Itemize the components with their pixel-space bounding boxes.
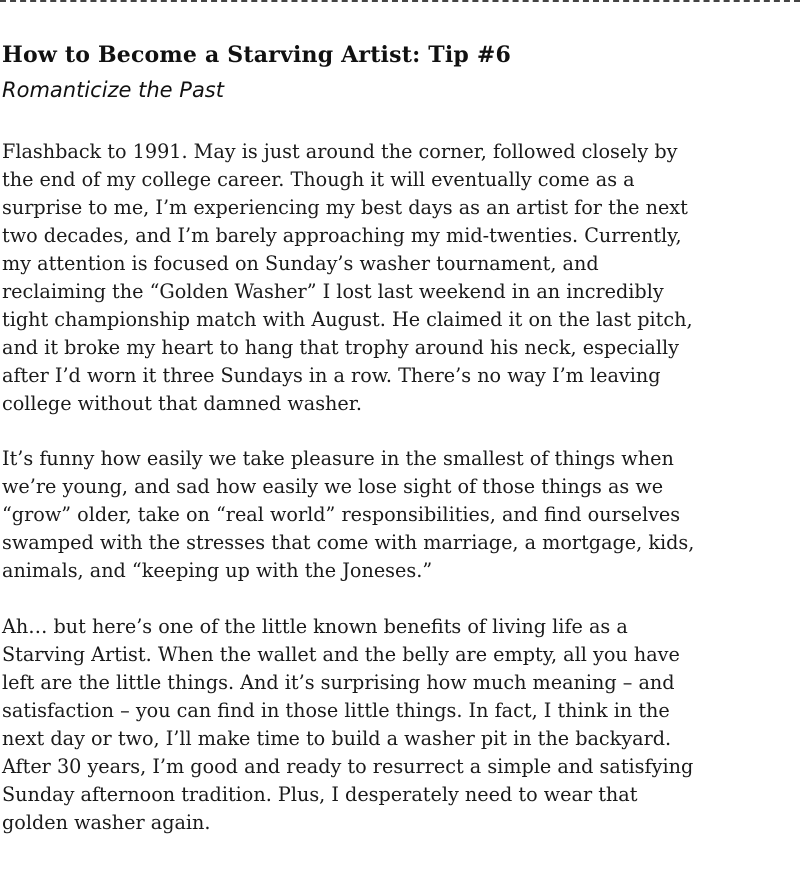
paragraph-3: Ah… but here’s one of the little known benefits of living life as a Starving Artist. When the wallet and the belly are empty, all you have left are the little things. And it’s surprising how much meaning – and satisfaction – you can find in those little things. In fact, I think in the next day or two, I’ll make time to build a washer pit in the backyard. After 30 years, I’m good and ready to resurrect a simple and satisfying Sunday afternoon tradition. Plus, I desperately need to wear that golden washer again.: [2, 615, 694, 834]
article-subtitle: Romanticize the Past: [2, 78, 224, 102]
paragraph-2: It’s funny how easily we take pleasure in the smallest of things when we’re young, and sad how easily we lose sight of those things as we “grow” older, take on “real world” responsibilities, and find ourselves swamped with the stresses that come with marriage, a mortgage, kids, animals, and “keeping up with the Joneses.”: [2, 447, 695, 583]
article-title: How to Become a Starving Artist: Tip #6: [2, 42, 511, 68]
dashed-divider: [0, 0, 800, 2]
paragraph-1: Flashback to 1991. May is just around the corner, followed closely by the end of my college career. Though it will eventually come as a surprise to me, I’m experiencing my best days as an artist for the next two decades, and I’m barely approaching my mid-twenties. Currently, my attention is focused on Sunday’s washer tournament, and reclaiming the “Golden Washer” I lost last weekend in an incredibly tight championship match with August. He claimed it on the last pitch, and it broke my heart to hang that trophy around his neck, especially after I’d worn it three Sundays in a row. There’s no way I’m leaving college without that damned washer.: [2, 140, 693, 415]
article-body: [2, 138, 798, 865]
